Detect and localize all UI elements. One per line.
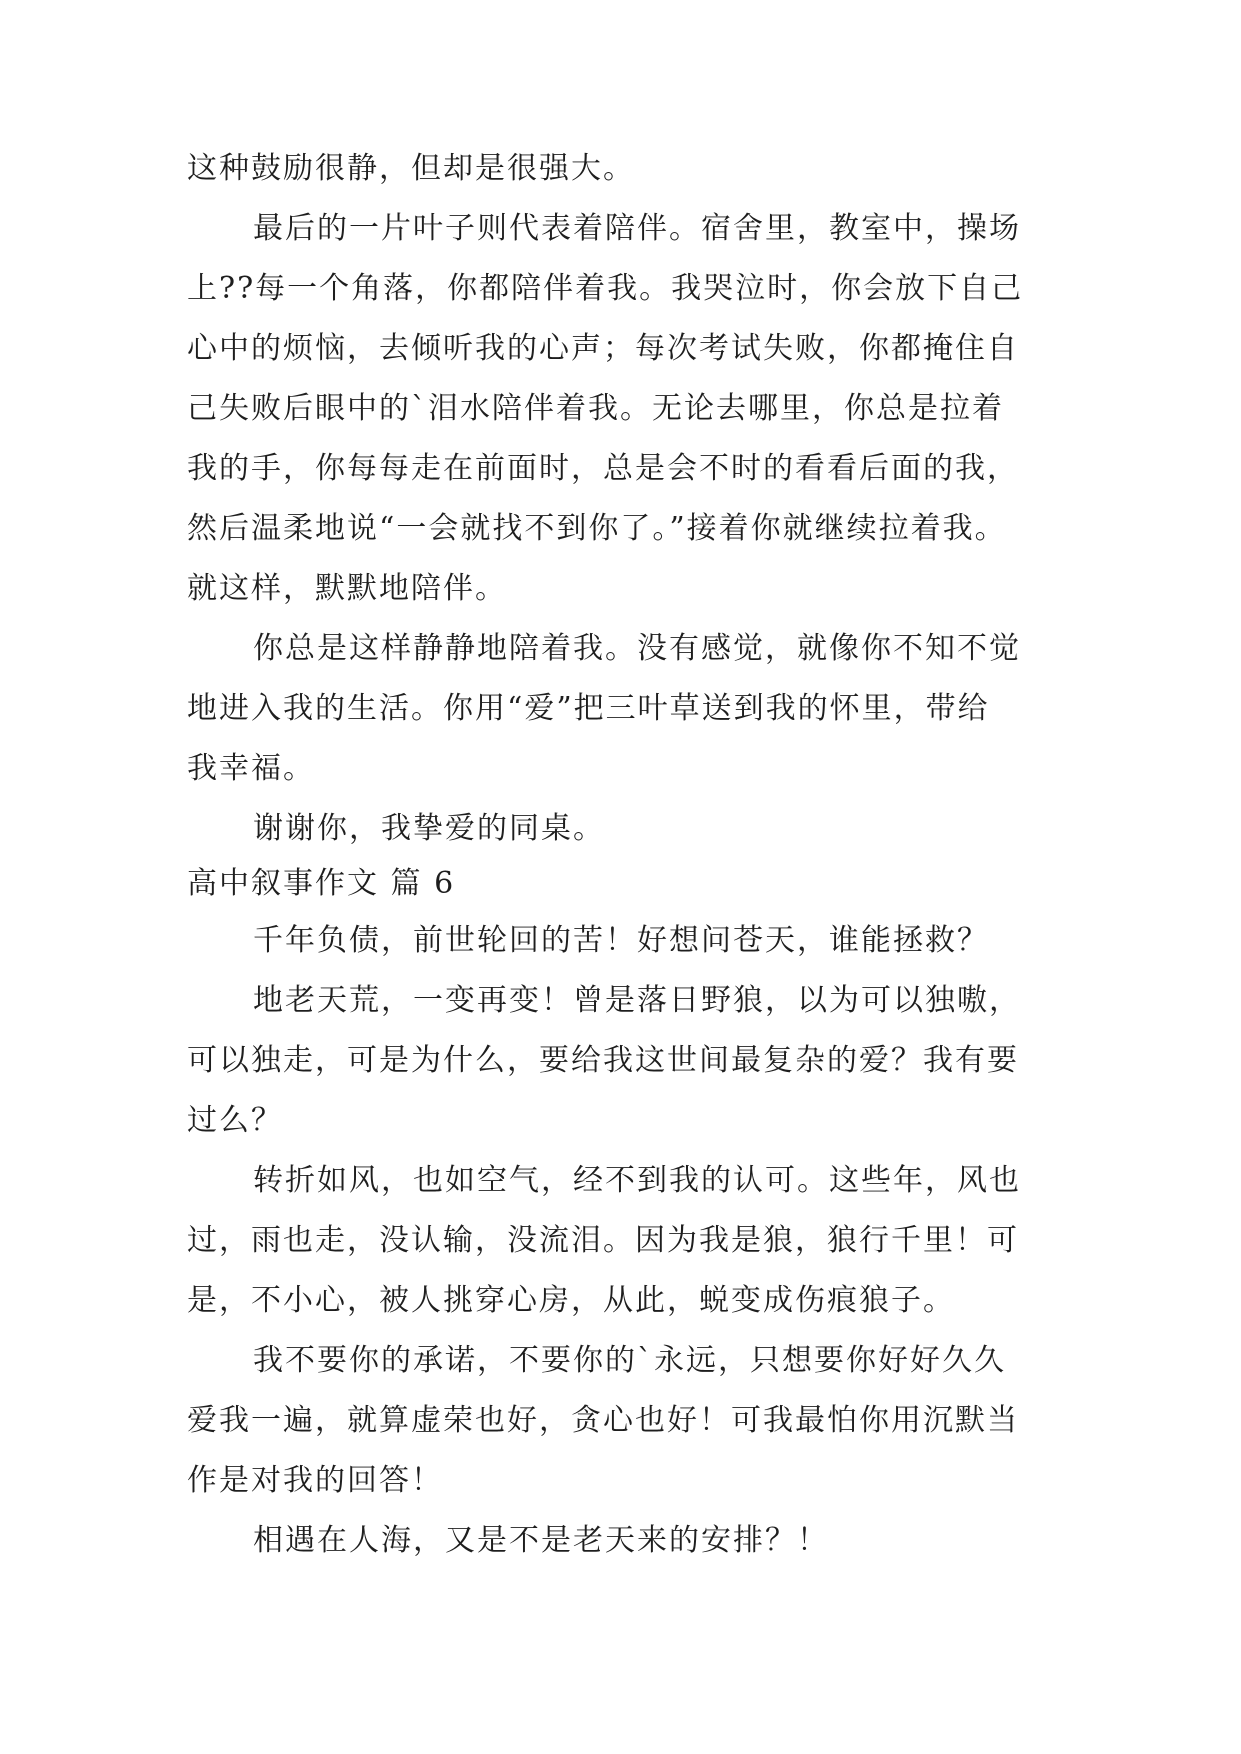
text-line: 地进入我的生活。你用“爱”把三叶草送到我的怀里，带给 [187, 691, 990, 726]
text-line: 过，雨也走，没认输，没流泪。因为我是狼，狼行千里！可 [187, 1223, 1019, 1258]
section-heading: 高中叙事作文 篇 6 [187, 866, 456, 901]
text-line: 地老天荒，一变再变！曾是落日野狼，以为可以独嗷， [253, 983, 1021, 1018]
text-line: 可以独走，可是为什么，要给我这世间最复杂的爱？我有要 [187, 1043, 1019, 1078]
text-line: 谢谢你，我挚爱的同桌。 [253, 811, 605, 846]
text-line: 转折如风，也如空气，经不到我的认可。这些年，风也 [253, 1163, 1021, 1198]
text-line: 作是对我的回答！ [187, 1463, 443, 1498]
text-line: 千年负债，前世轮回的苦！好想问苍天，谁能拯救？ [253, 923, 989, 958]
text-line: 上??每一个角落，你都陪伴着我。我哭泣时，你会放下自己 [187, 271, 1024, 306]
text-line: 是，不小心，被人挑穿心房，从此，蜕变成伤痕狼子。 [187, 1283, 955, 1318]
text-line: 然后温柔地说“一会就找不到你了。”接着你就继续拉着我。 [187, 511, 1007, 546]
text-line: 我的手，你每每走在前面时，总是会不时的看看后面的我， [187, 451, 1019, 486]
text-line: 你总是这样静静地陪着我。没有感觉，就像你不知不觉 [253, 631, 1021, 666]
text-line: 己失败后眼中的`泪水陪伴着我。无论去哪里，你总是拉着 [187, 391, 1004, 426]
text-line: 这种鼓励很静，但却是很强大。 [187, 151, 635, 186]
text-line: 就这样，默默地陪伴。 [187, 571, 507, 606]
text-line: 心中的烦恼，去倾听我的心声；每次考试失败，你都掩住自 [187, 331, 1019, 366]
text-line: 我不要你的承诺，不要你的`永远，只想要你好好久久 [253, 1343, 1006, 1378]
text-line: 最后的一片叶子则代表着陪伴。宿舍里，教室中，操场 [253, 211, 1021, 246]
text-line: 相遇在人海，又是不是老天来的安排？！ [253, 1523, 829, 1558]
text-line: 过么？ [187, 1103, 283, 1138]
text-line: 我幸福。 [187, 751, 315, 786]
text-line: 爱我一遍，就算虚荣也好，贪心也好！可我最怕你用沉默当 [187, 1403, 1019, 1438]
